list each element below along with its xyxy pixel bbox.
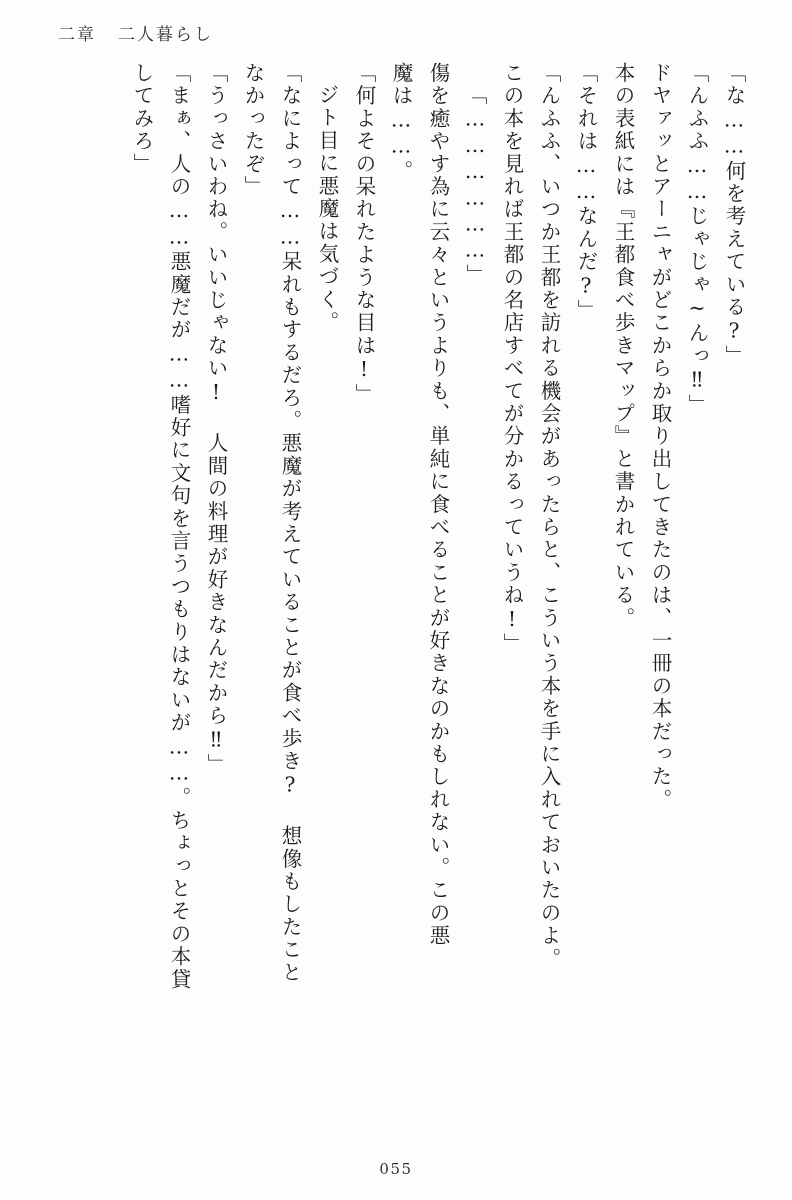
vertical-text-body bbox=[46, 62, 744, 1127]
text-column: 「んふふ……じゃじゃ~んっ‼」 bbox=[685, 62, 709, 417]
text-column: 「な……何を考えている?」 bbox=[722, 62, 746, 368]
text-column: 魔は……。 bbox=[389, 62, 413, 183]
text-column: 「何よその呆れたような目は!」 bbox=[352, 62, 376, 406]
text-column: 傷を癒やす為に云々というよりも、単純に食べることが好きなのかもしれない。この悪 bbox=[426, 62, 450, 948]
running-header bbox=[58, 20, 213, 45]
text-column: 「まぁ、人の……悪魔だが……嗜好に文句を言うつもりはないが……。ちょっとその本貸 bbox=[167, 62, 191, 991]
text-column: 「んふふ、いつか王都を訪れる機会があったらと、こういう本を手に入れておいたのよ。 bbox=[537, 62, 561, 970]
text-column: 「うっさいわね。いいじゃない! 人間の料理が好きなんだから‼」 bbox=[204, 62, 228, 777]
page-number: 055 bbox=[379, 1160, 413, 1178]
text-column: 本の表紙には『王都食べ歩きマップ』と書かれている。 bbox=[611, 62, 635, 630]
chapter-number: 二章 bbox=[58, 25, 96, 45]
text-column: ジト目に悪魔は気づく。 bbox=[315, 84, 339, 334]
text-column: 「なによって……呆れもするだろ。悪魔が考えていることが食べ歩き? 想像もしたこと bbox=[278, 62, 302, 984]
text-column: 「それは……なんだ?」 bbox=[574, 62, 598, 323]
text-column: してみろ」 bbox=[130, 62, 154, 176]
text-column: 「………………」 bbox=[463, 84, 487, 287]
text-column: なかったぞ」 bbox=[241, 62, 265, 199]
text-column: この本を見れば王都の名店すべてが分かるっていうね!」 bbox=[500, 62, 524, 656]
text-column: ドヤァッとアーニャがどこからか取り出してきたのは、一冊の本だった。 bbox=[648, 62, 672, 812]
chapter-title: 二人暮らし bbox=[118, 25, 213, 45]
